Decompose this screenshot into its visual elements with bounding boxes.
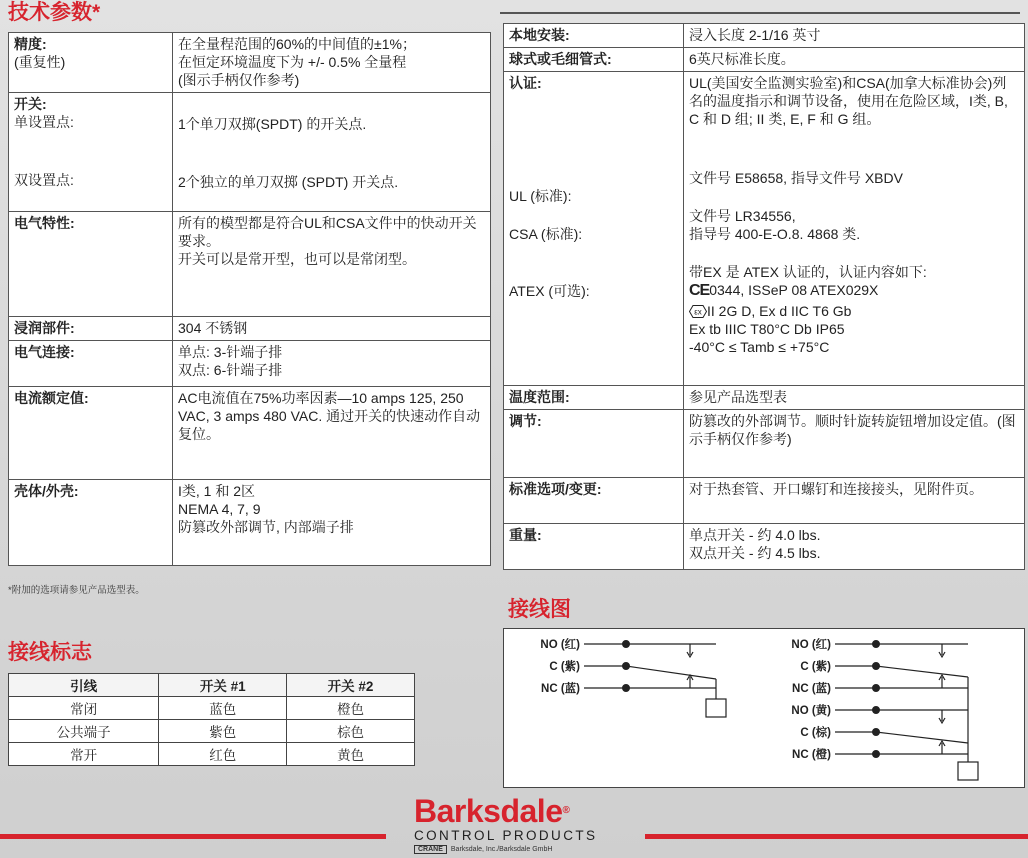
left-spec-table [8,32,491,566]
housing-value: I类, 1 和 2区 NEMA 4, 7, 9 防篡改外部调节, 内部端子排 [173,480,491,566]
weight-value: 单点开关 - 约 4.0 lbs. 双点开关 - 约 4.5 lbs. [684,524,1025,570]
ul-value: 文件号 E58658, 指导文件号 XBDV [689,169,903,186]
csa-value: 文件号 LR34556, 指导号 400-E-O.8. 4868 类. [689,207,861,242]
atex-line-1: 带EX 是 ATEX 认证的，认证内容如下: [689,264,927,281]
diagram-left-label: NO (红) [540,639,580,651]
logo-tagline: CONTROL PRODUCTS [414,828,598,843]
accuracy-sub: (重复性) [14,54,66,71]
mount-key: 本地安装: [504,24,684,48]
spec-row-electrical [9,212,491,317]
atex-label: ATEX (可选): [509,282,590,299]
accuracy-key: 精度: [14,36,47,52]
adjust-key: 调节: [504,410,684,478]
wiring-diagram [503,628,1025,788]
switch-dual-value: 2个独立的单刀双掷 (SPDT) 开关点. [178,174,399,191]
options-note: *附加的选项请参见产品选型表。 [8,585,145,596]
wiring-cell: 公共端子 [9,720,159,743]
footer-bar-right [645,834,1028,839]
spec-row-accuracy [9,33,491,93]
spec-row-wetted [9,317,491,341]
wiring-header-switch1: 开关 #1 [159,674,287,697]
options-key: 标准选项/变更: [504,478,684,524]
diagram-right-label: NO (黄) [791,705,831,717]
options-value: 对于热套管、开口螺钉和连接接头，见附件页。 [684,478,1025,524]
barksdale-logo [414,795,654,854]
right-spec-table [503,23,1025,570]
ce-mark-icon: CE [689,282,710,300]
wiring-header-lead: 引线 [9,674,159,697]
footer-bar-left [0,834,386,839]
spec-row-bulb [504,48,1025,72]
spec-row-cert [504,72,1025,386]
spec-row-rating [9,387,491,480]
wiring-diagram-svg [504,629,1024,787]
wiring-header-switch2: 开关 #2 [287,674,415,697]
wiring-header-row [9,674,415,697]
cert-key: 认证: [509,75,542,91]
diagram-left-label: NC (蓝) [541,683,580,695]
wiring-cell: 蓝色 [159,697,287,720]
switch-single-label: 单设置点: [14,114,74,131]
spec-row-weight [504,524,1025,570]
wiring-cell: 红色 [159,743,287,766]
diagram-circuit-right [835,641,978,780]
wiring-cell: 常开 [9,743,159,766]
electrical-value: 所有的模型都是符合UL和CSA文件中的快动开关要求。 开关可以是常开型，也可以是常闭型。 [173,212,491,317]
weight-key: 重量: [504,524,684,570]
wiring-cell: 紫色 [159,720,287,743]
atex-line-3: II 2G D, Ex d IIC T6 Gb [707,303,852,320]
mount-value: 浸入长度 2-1/16 英寸 [684,24,1025,48]
logo-footer-text: Barksdale, Inc./Barksdale GmbH [450,846,553,853]
switch-dual-label: 双设置点: [14,172,74,189]
switch-single-value: 1个单刀双掷(SPDT) 的开关点. [178,116,367,132]
wetted-value: 304 不锈钢 [173,317,491,341]
bulb-key: 球式或毛细管式: [504,48,684,72]
diagram-right-label: NO (红) [791,639,831,651]
accuracy-value: 在全量程范围的60%的中间值的±1%； 在恒定环境温度下为 +/- 0.5% 全量程 (图示手柄仅作参考) [173,33,491,93]
atex-line-4: Ex tb IIIC T80°C Db IP65 [689,321,845,338]
temp-value: 参见产品选型表 [684,386,1025,410]
spec-row-options [504,478,1025,524]
wiring-cell: 橙色 [287,697,415,720]
table-row [9,743,415,766]
wetted-key: 浸润部件: [9,317,173,341]
table-row [9,720,415,743]
diagram-right-label: C (紫) [800,661,831,673]
crane-logo: CRANE [414,845,447,854]
cert-value: UL(美国安全监测实验室)和CSA(加拿大标准协会)列名的温度指示和调节设备，使用在危险区域，I类, B, C 和 D 组; II 类, E, F 和 G 组。 [689,75,1008,128]
rating-value: AC电流值在75%功率因素—10 amps 125, 250 VAC, 3 amps 480 VAC. 通过开关的快速动作自动复位。 [173,387,491,480]
spec-title: 技术参数* [8,1,101,24]
electrical-key: 电气特性: [9,212,173,317]
spec-row-housing [9,480,491,566]
switch-key: 开关: [14,96,47,112]
temp-key: 温度范围: [504,386,684,410]
bulb-value: 6英尺标准长度。 [684,48,1025,72]
adjust-value: 防篡改的外部调节。顺时针旋转旋钮增加设定值。(图示手柄仅作参考) [684,410,1025,478]
wiring-cell: 棕色 [287,720,415,743]
spec-row-switch [9,93,491,212]
spec-row-adjust [504,410,1025,478]
registered-icon: ® [562,805,570,816]
diagram-circuit-left [584,641,726,717]
diagram-right-label: NC (蓝) [792,683,831,695]
diagram-title: 接线图 [508,598,571,621]
top-rule [500,12,1020,14]
svg-text:εx: εx [694,307,702,317]
rating-key: 电流额定值: [9,387,173,480]
spec-row-connection [9,341,491,387]
wiring-cell: 黄色 [287,743,415,766]
diagram-left-label: C (紫) [549,661,580,673]
connection-value: 单点: 3-针端子排 双点: 6-针端子排 [173,341,491,387]
ex-hexagon-icon [689,305,707,318]
diagram-right-label: C (棕) [800,727,831,739]
wiring-table [8,673,415,766]
spec-row-mount [504,24,1025,48]
housing-key: 壳体/外壳: [9,480,173,566]
wiring-title: 接线标志 [8,641,92,664]
table-row [9,697,415,720]
connection-key: 电气连接: [9,341,173,387]
logo-brand: Barksdale [414,793,563,829]
ul-label: UL (标准): [509,188,572,205]
atex-line-2: 0344, ISSeP 08 ATEX029X [709,282,879,299]
diagram-right-label: NC (橙) [792,749,831,761]
spec-row-temp [504,386,1025,410]
wiring-cell: 常闭 [9,697,159,720]
atex-line-5: -40°C ≤ Tamb ≤ +75°C [689,339,830,356]
csa-label: CSA (标准): [509,226,583,243]
